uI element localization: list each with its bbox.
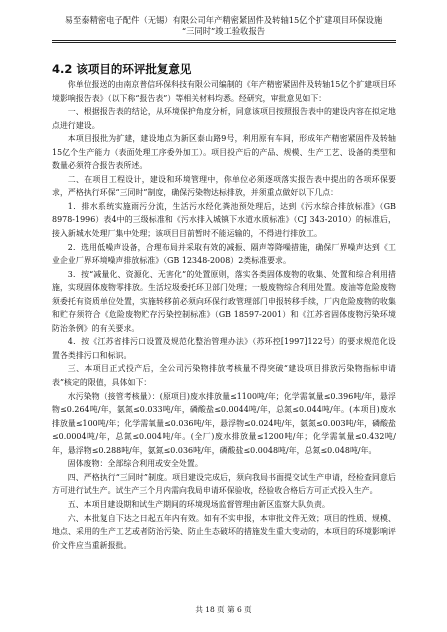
paragraph: 二、在项目工程设计，建设和环境管理中，你单位必须逐项落实报告表中提出的各项环保要求，严格执行环保“三同时”制度，确保污染物达标排放，并须重点做好以下几点： [52, 174, 396, 198]
header-line-1: 易至泰精密电子配件（无锡）有限公司年产精密紧固件及转轴15亿个扩建项目环保设施 [64, 15, 383, 25]
paragraph: 四、严格执行“三同时”制度。项目建设完成后，须向我局书面提交试生产申请，经检查同意后方可进行试生产。试生产三个月内需向我局申请环保验收，经验收合格后方可正式投入生产。 [52, 472, 396, 496]
paragraph: 本项目报批为扩建，建设地点为新区泰山路9号，利用原有车间，形成年产精密紧固件及转轴15亿个生产能力（表面处理工序委外加工）。项目投产后的产品、规模、生产工艺、设备的类型和数量必须符合报告表所述。 [52, 134, 396, 171]
page-header [30, 15, 417, 37]
section-title: 4.2 该项目的环评批复意见 [52, 62, 192, 76]
paragraph: 1．排水系统实施雨污分流，生活污水经化粪池预处理后，达到《污水综合排放标准》（GB 8978-1996）表4中的三级标准和《污水排入城镇下水道水质标准》（CJ 343-2010）的标准后，接入新城水处理厂集中处理；该项目目前暂时不能运输的，不得进行排放工。 [52, 201, 396, 239]
paragraph: 4．按《江苏省排污口设置及规范化整治管理办法》（苏环控[1997]122号）的要求规范化设置各类排污口和标识。 [52, 337, 396, 360]
paragraph: 五、本项目建设期和试生产期间的环境现场监督管理由新区监察大队负责。 [67, 499, 330, 509]
header-rule-bottom [52, 42, 396, 43]
paragraph: 一、根据报告表的结论，从环境保护角度分析，同意该项目按照报告表中的建设内容在拟定地点进行建设。 [52, 107, 396, 130]
document-body [52, 78, 396, 552]
paragraph: 固体废物：全部综合利用或安全处置。 [67, 459, 203, 469]
paragraph: 你单位报送的由南京普信环保科技有限公司编制的《年产精密紧固件及转轴15亿个扩建项目环境影响报告表》（以下称“报告表”）等相关材料均悉。经研究，审批意见如下： [52, 80, 396, 103]
paragraph: 水污染物（接管考核量）：(原项目)废水排放量≤1100吨/年；化学需氧量≤0.396吨/年，悬浮物≤0.264吨/年，氨氮≤0.033吨/年，磷酸盐≤0.0044吨/年，总氮≤0.044吨/年。(本项目)废水排放量≤100吨/年；化学需氧量≤0.036吨/年，悬浮物≤0.024吨/年，氨氮≤0.003吨/年，磷酸盐≤0.0004吨/年，总氮≤0.004吨/年。(全厂)废水排放量≤1200吨/年；化学需氧量≤0.432吨/年，悬浮物≤0.288吨/年，氨氮≤0.036吨/年，磷酸盐≤0.0048吨/年，总氮≤0.048吨/年。 [52, 391, 396, 455]
paragraph: 3．按“减量化、资源化、无害化”的处置原则，落实各类固体废物的收集、处置和综合利用措施，实现固体废物零排放。生活垃圾委托环卫部门处理；一般废物综合利用处置。废油等危险废物须委托有资质单位处置，实施转移前必须向环保行政管理部门申报转移手续，厂内危险废物的收集和贮存须符合《危险废物贮存污染控制标准》（GB 18597-2001）和《江苏省固体废物污染环境防治条例》的有关要求。 [52, 269, 396, 333]
header-rule-top [52, 40, 396, 41]
header-line-2: “三同时”竣工验收报告 [181, 26, 266, 36]
paragraph: 2．选用低噪声设备，合理布局并采取有效的减振、隔声等降噪措施，确保厂界噪声达到《工业企业厂界环境噪声排放标准》（GB 12348-2008）2类标准要求。 [52, 242, 396, 266]
page-number: 共 18 页 第 6 页 [195, 605, 252, 614]
paragraph: 三、本项目正式投产后，全公司污染物排放考核量不得突破“建设项目排放污染物指标申请表”核定的限值，具体如下： [52, 364, 396, 388]
paragraph: 六、本批复自下达之日起五年内有效。如有不实申报，本审批文件无效；项目的性质、规模、地点、采用的生产工艺或者防治污染、防止生态破坏的措施发生重大变动的，本项目的环境影响评价文件应当重新报批。 [52, 513, 396, 550]
